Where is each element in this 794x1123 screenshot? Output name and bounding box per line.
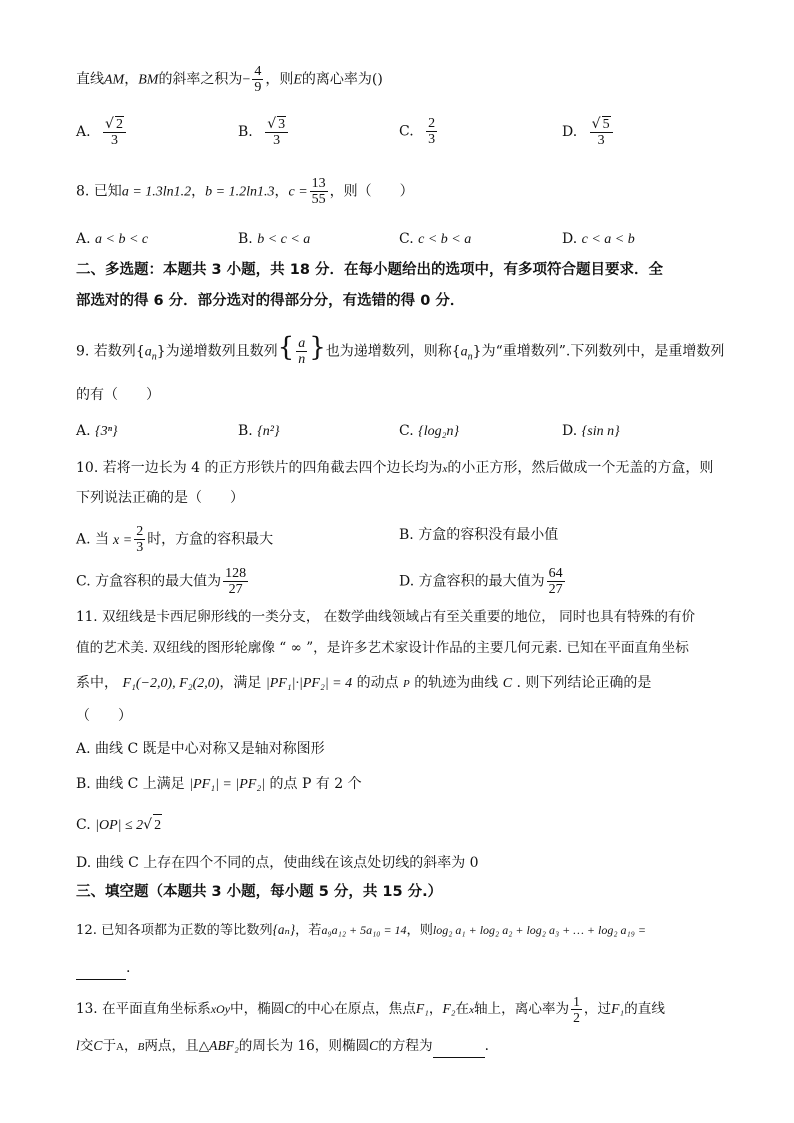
text: 的轨迹为曲线	[414, 675, 499, 691]
math-seq: {aₙ}	[272, 922, 296, 937]
text: ，	[428, 1001, 443, 1017]
q10-stem	[76, 457, 713, 480]
fraction	[103, 116, 126, 148]
option-letter: C.	[399, 231, 414, 247]
q11-option-c[interactable]	[76, 814, 162, 837]
text: ，	[274, 183, 289, 200]
math-expr: |OP| ≤ 2	[95, 818, 144, 833]
text: 直线	[76, 71, 104, 88]
fraction	[426, 116, 437, 147]
text: 在	[455, 1001, 470, 1017]
frac-num: 2	[428, 116, 436, 131]
math-triangle: △ABF₂	[198, 1038, 239, 1053]
math-c: C	[502, 676, 513, 691]
frac-den: 3	[428, 132, 436, 147]
text: 的小正方形，然后做成一个无盖的方盒，则	[447, 460, 714, 476]
frac-num	[103, 116, 126, 133]
text: A. 当	[76, 531, 110, 548]
option-letter: A.	[76, 423, 91, 439]
radicand: 5	[602, 117, 610, 132]
option-text: c < a < b	[581, 232, 635, 247]
text: ，则	[406, 923, 433, 938]
math-seq: a	[144, 344, 152, 360]
text: ，若	[295, 923, 322, 938]
text: ，	[124, 71, 139, 88]
frac-den: 3	[273, 133, 281, 148]
q7-option-b[interactable]	[238, 116, 290, 148]
text: 9. 若数列	[76, 343, 136, 360]
q8-option-d[interactable]	[562, 228, 635, 251]
brace-open: {	[451, 343, 461, 360]
text: ，则	[265, 71, 294, 88]
option-text: b < c < a	[257, 232, 311, 247]
section3-heading: 三、填空题（本题共 3 小题，每小题 5 分，共 15 分.）	[76, 884, 443, 900]
frac-den: 27	[548, 582, 563, 597]
fraction	[571, 994, 582, 1025]
q9-stem	[76, 332, 725, 368]
q11-stem-3	[76, 672, 651, 695]
frac-num: 1	[573, 994, 580, 1009]
text: 轴上，离心率为	[473, 1001, 570, 1017]
text: 为“重增数列”.下列数列中，是重增数列	[481, 343, 725, 360]
fraction	[310, 176, 328, 207]
frac-den: 3	[597, 133, 605, 148]
sqrt-icon: √	[267, 116, 277, 132]
q9-option-b[interactable]	[238, 420, 280, 443]
option-letter: A.	[76, 231, 91, 247]
text: 的斜率之积为	[158, 71, 243, 88]
option-letter: C.	[399, 123, 414, 140]
option-letter: A.	[76, 124, 91, 140]
q7-option-a[interactable]	[76, 116, 128, 148]
text: ，	[191, 183, 206, 200]
answer-blank[interactable]	[433, 1035, 485, 1058]
math-b: b = 1.2ln1.3	[205, 184, 275, 200]
math-x: x =	[113, 532, 133, 548]
brace-close: }	[156, 343, 166, 360]
text: 的周长为 16，则椭圆	[238, 1038, 370, 1054]
math-condition: |PF₁| = |PF₂|	[189, 777, 266, 792]
q10-option-c[interactable]	[76, 566, 250, 597]
math-condition: a₉a₁₂ + 5a₁₀ = 14	[321, 923, 407, 937]
frac-num: 13	[311, 176, 326, 191]
math-sub: n	[151, 351, 157, 363]
text: B. 曲线 C 上满足	[76, 776, 185, 792]
math-x: x	[469, 1004, 474, 1016]
q9-option-d[interactable]	[562, 420, 620, 443]
brace-open: {	[277, 332, 295, 363]
q11-stem-1: 11. 双纽线是卡西尼卵形线的一类分支， 在数学曲线领域占有至关重要的地位， 同时也具有特殊的有价	[76, 609, 696, 625]
math-a: a = 1.3ln1.2	[121, 184, 192, 200]
radicand: 3	[278, 117, 286, 132]
option-text: {n²}	[257, 424, 280, 439]
text: ，满足	[219, 675, 262, 691]
option-letter: B.	[238, 124, 253, 140]
q13-stem-2	[76, 1035, 489, 1058]
math-f1: F₁	[611, 1001, 625, 1016]
text: 12. 已知各项都为正数的等比数列	[76, 923, 273, 938]
q7-stem	[76, 64, 383, 95]
text: ，过	[583, 1001, 612, 1017]
math-l: l	[76, 1038, 80, 1053]
q11-option-a[interactable]: A. 曲线 C 既是中心对称又是轴对称图形	[76, 741, 325, 757]
text: 的直线	[624, 1001, 665, 1017]
sqrt-icon: √	[105, 116, 114, 132]
text: 的点 P 有 2 个	[269, 776, 362, 792]
q11-option-d[interactable]: D. 曲线 C 上存在四个不同的点，使曲线在该点处切线的斜率为 0	[76, 855, 479, 871]
option-letter: B.	[238, 423, 253, 439]
frac-den: 27	[228, 582, 243, 597]
sqrt-icon: √	[143, 817, 153, 833]
text: 时，方盒的容积最大	[147, 531, 274, 548]
q11-stem-2: 值的艺术美. 双纽线的图形轮廓像 “ ∞ ”，是许多艺术家设计作品的主要几何元素. 已知在平面直角坐标	[76, 640, 689, 656]
text: 系中，	[76, 675, 118, 691]
section2-heading: 二、多选题：本题共 3 小题，共 18 分．在每小题给出的选项中，有多项符合题目要求．全	[76, 262, 663, 278]
text: 10. 若将一边长为 4 的正方形铁片的四角截去四个边长均为	[76, 460, 443, 476]
text: .	[484, 1038, 489, 1054]
math-am: AM	[104, 72, 125, 88]
math-a: A	[116, 1041, 124, 1053]
text: .	[126, 960, 131, 976]
q8-option-a[interactable]	[76, 228, 148, 251]
fraction	[252, 64, 263, 95]
math-c: C	[93, 1038, 103, 1053]
math-condition: |PF₁|·|PF₂| = 4	[265, 676, 353, 691]
option-letter: C.	[399, 423, 414, 439]
text: 于	[102, 1038, 117, 1054]
text: 的动点	[356, 675, 399, 691]
text: 中，椭圆	[230, 1001, 285, 1017]
frac-num	[590, 116, 613, 133]
q10-option-b[interactable]: B. 方盒的容积没有最小值	[399, 527, 559, 543]
frac-num: 64	[548, 566, 563, 581]
text: 两点，且	[144, 1038, 199, 1054]
math-f1: F₁	[415, 1001, 429, 1016]
q8-stem	[76, 176, 414, 207]
frac-num: 4	[254, 64, 262, 79]
brace-close: }	[309, 332, 326, 363]
text: 交	[79, 1038, 94, 1054]
frac-den: 2	[573, 1010, 580, 1025]
text: 8. 已知	[76, 183, 122, 200]
frac-den: n	[298, 352, 306, 367]
frac-den: 9	[254, 80, 262, 95]
text: D. 方盒容积的最大值为	[399, 573, 545, 590]
option-text: {log₂n}	[418, 424, 460, 439]
brace-close: }	[472, 343, 482, 360]
math-c: C	[369, 1038, 379, 1053]
radicand: 2	[153, 814, 162, 837]
math-f2: F₂	[442, 1001, 456, 1016]
text: 的方程为	[378, 1038, 433, 1054]
text: . 则下列结论正确的是	[516, 675, 652, 691]
q8-option-b[interactable]	[238, 228, 310, 251]
option-text: a < b < c	[95, 232, 149, 247]
q12-answer-line	[76, 957, 130, 980]
q9-option-a[interactable]	[76, 420, 118, 443]
option-letter: B.	[238, 231, 253, 247]
frac-num	[265, 116, 288, 133]
option-letter: D.	[562, 231, 578, 247]
text: 的离心率为()	[301, 71, 383, 88]
option-text: c < b < a	[418, 232, 472, 247]
frac-den: 3	[136, 540, 144, 555]
math-bm: BM	[138, 72, 159, 88]
text: C. 方盒容积的最大值为	[76, 573, 222, 590]
text: C.	[76, 817, 91, 833]
text: 也为递增数列，则称	[325, 343, 452, 360]
option-letter: D.	[562, 124, 578, 140]
math-c: c =	[288, 184, 308, 200]
brace-open: {	[135, 343, 145, 360]
text: ，则（ ）	[329, 183, 414, 200]
q12-stem	[76, 919, 646, 942]
q10-stem-cont: 下列说法正确的是（ ）	[76, 490, 244, 506]
fraction	[547, 566, 565, 597]
math-sub: n	[467, 351, 473, 363]
fraction	[134, 524, 145, 555]
q9-option-c[interactable]	[399, 420, 459, 443]
text: ，	[124, 1038, 138, 1054]
text: 为递增数列且数列	[165, 343, 278, 360]
q9-stem-cont: 的有（ ）	[76, 387, 160, 403]
q11-option-b[interactable]	[76, 773, 362, 796]
fraction	[590, 116, 613, 148]
fraction	[296, 336, 307, 367]
q11-stem-4: （ ）	[76, 708, 132, 724]
math-xoy: xOy	[210, 1002, 231, 1016]
math-x: x	[442, 463, 448, 475]
math-c: C	[284, 1001, 294, 1016]
frac-den: 55	[311, 192, 326, 207]
text: 的中心在原点，焦点	[293, 1001, 416, 1017]
math-foci: F₁(−2,0), F₂(2,0)	[122, 676, 220, 691]
answer-blank[interactable]	[76, 957, 126, 980]
q8-option-c[interactable]	[399, 228, 471, 251]
sqrt-icon: √	[591, 116, 601, 132]
math-seq: a	[460, 344, 468, 360]
option-letter: D.	[562, 423, 578, 439]
frac-num: 128	[225, 566, 247, 581]
frac-den: 3	[110, 133, 118, 148]
frac-num: 2	[136, 524, 144, 539]
text: 13. 在平面直角坐标系	[76, 1001, 211, 1017]
q10-option-d[interactable]	[399, 566, 567, 597]
section2-heading-cont: 部选对的得 6 分．部分选对的得部分分，有选错的得 0 分．	[76, 293, 465, 309]
math-b: B	[137, 1041, 145, 1053]
math-e: E	[293, 72, 302, 88]
q7-option-d[interactable]	[562, 116, 615, 148]
math-expr: log₂ a₁ + log₂ a₂ + log₂ a₃ + … + log₂ a₁₉ =	[432, 923, 646, 937]
fraction	[223, 566, 248, 597]
minus-sign: −	[242, 72, 251, 88]
math-p: P	[403, 678, 410, 690]
radicand: 2	[115, 117, 123, 132]
fraction	[265, 116, 288, 148]
q13-stem-1	[76, 994, 665, 1025]
option-text: {sin n}	[581, 424, 620, 439]
q10-option-a[interactable]	[76, 524, 273, 555]
frac-num: a	[298, 336, 306, 351]
q7-option-c[interactable]	[399, 116, 439, 147]
option-text: {3ⁿ}	[95, 424, 118, 439]
